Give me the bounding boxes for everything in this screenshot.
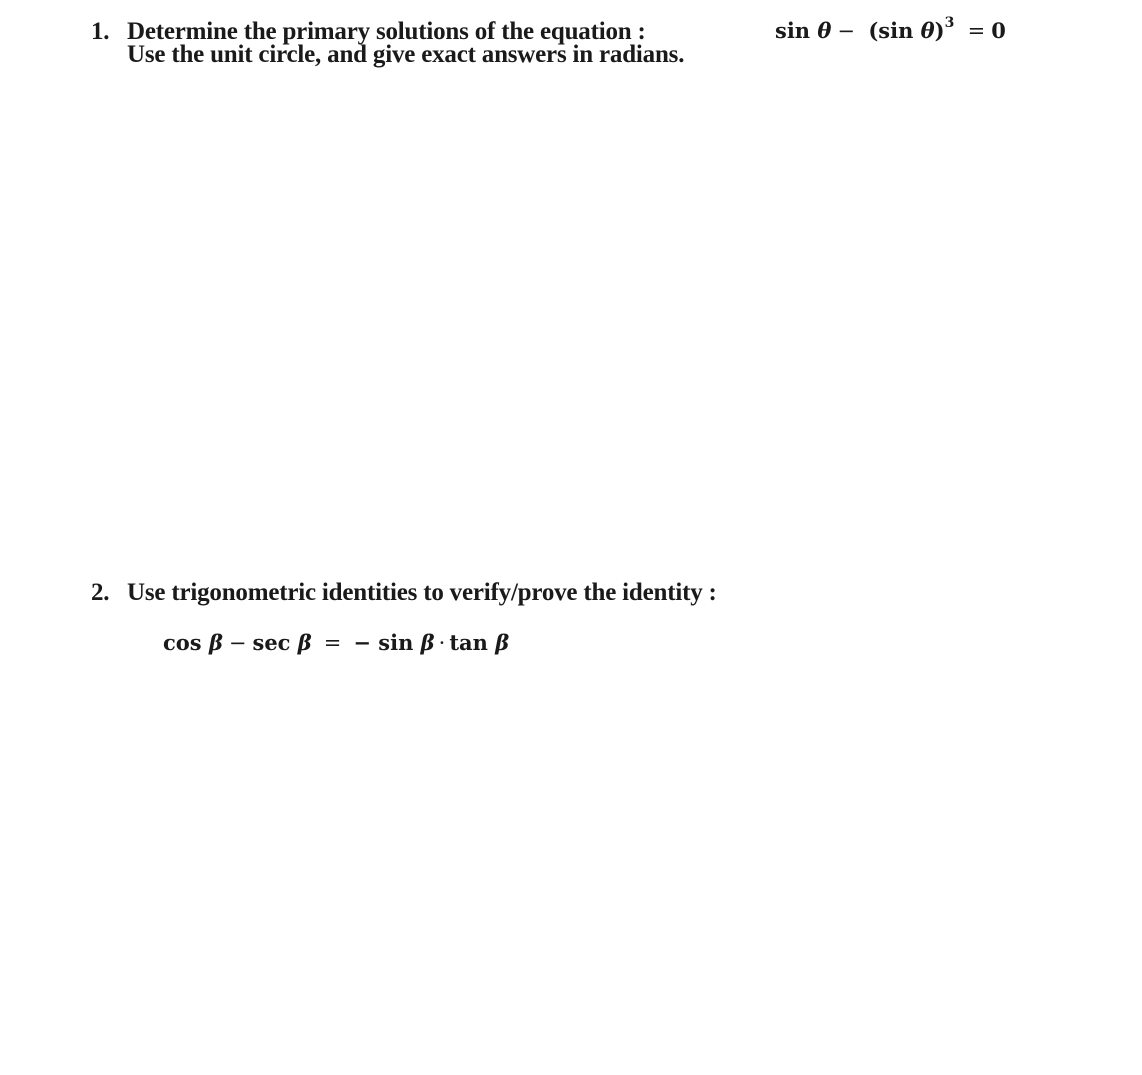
id-sin: sin <box>378 630 414 655</box>
eq-minus: − <box>837 19 856 43</box>
question-1-number: 1. <box>91 18 110 45</box>
id-dot: · <box>438 631 446 655</box>
eq-rhs: 0 <box>991 18 1006 43</box>
id-neg: − <box>353 630 371 655</box>
id-cos: cos <box>163 630 202 655</box>
question-2-identity <box>163 630 509 655</box>
eq-exponent: 3 <box>944 15 955 31</box>
id-minus: − <box>228 631 247 655</box>
eq-theta-2: θ <box>920 18 935 43</box>
eq-equals: = <box>967 19 986 43</box>
eq-paren-open: (sin <box>868 18 914 43</box>
question-1-equation <box>775 15 1006 43</box>
question-1-prompt: Determine the primary solutions of the equation : <box>127 18 646 45</box>
question-2-prompt: Use trigonometric identities to verify/prove the identity : <box>127 579 717 606</box>
id-beta-2: β <box>297 630 312 655</box>
id-equals: = <box>323 631 342 655</box>
eq-sin-1: sin <box>775 18 811 43</box>
question-2-number: 2. <box>91 579 110 606</box>
id-beta-3: β <box>420 630 435 655</box>
id-beta-1: β <box>208 630 223 655</box>
id-sec: sec <box>252 630 291 655</box>
question-1-instructions: Use the unit circle, and give exact answers in radians. <box>127 41 685 68</box>
id-tan: tan <box>449 630 488 655</box>
eq-theta-1: θ <box>817 18 832 43</box>
eq-paren-close: ) <box>934 18 945 43</box>
id-beta-4: β <box>495 630 510 655</box>
